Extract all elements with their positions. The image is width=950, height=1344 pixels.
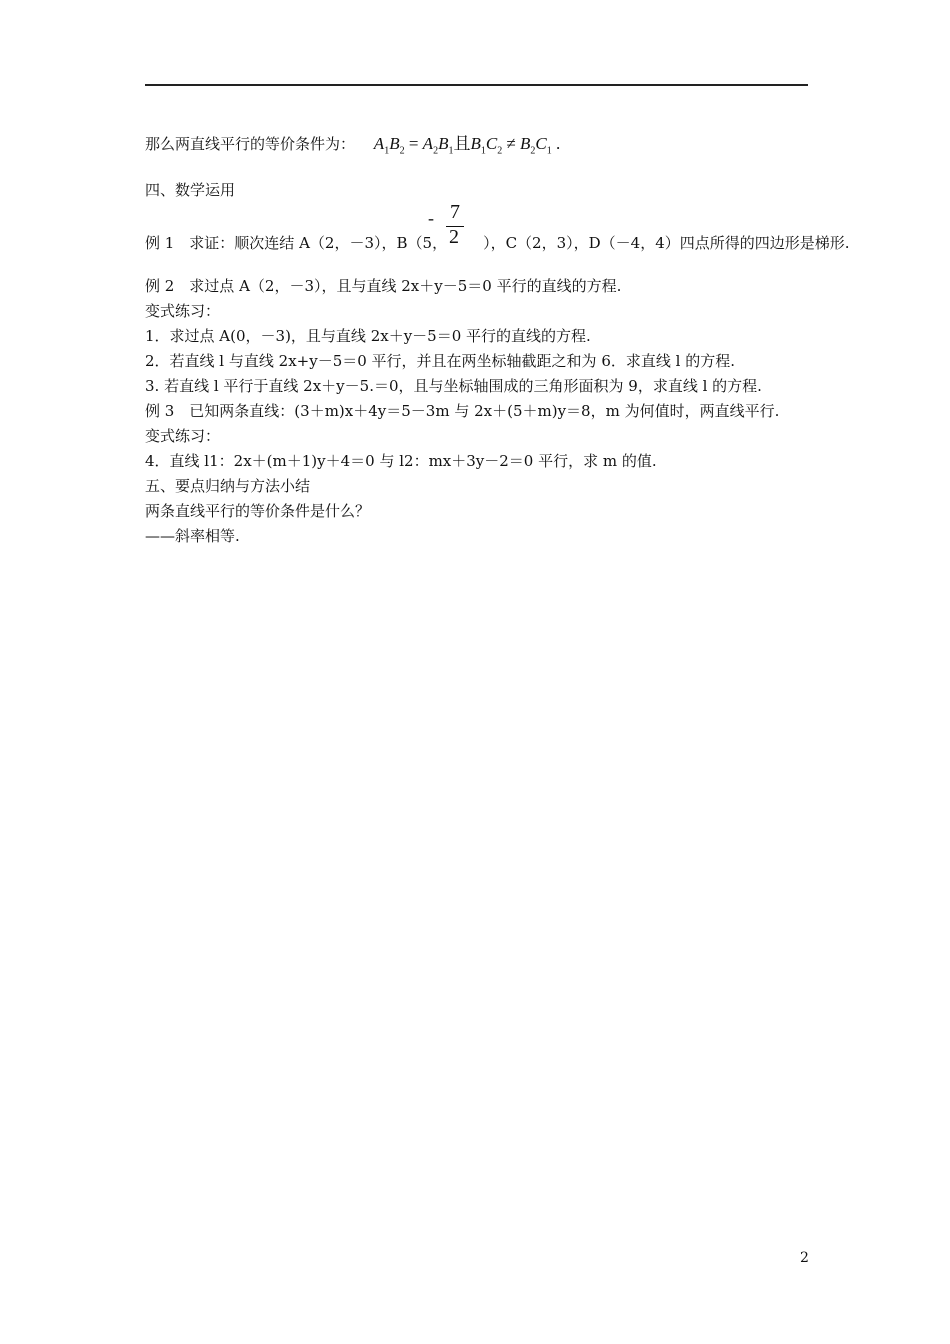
page-number: 2 <box>800 1250 809 1266</box>
summary-question: 两条直线平行的等价条件是什么？ <box>145 502 371 520</box>
example-3: 例 3 已知两条直线：(3＋m)x＋4y＝5－3m 与 2x＋(5＋m)y＝8，m 为何值时，两直线平行. <box>145 402 780 420</box>
practice-3: 3. 若直线 l 平行于直线 2x＋y－5.＝0，且与坐标轴围成的三角形面积为 9，求直线 l 的方程. <box>145 377 762 395</box>
example-1-text: 例 1 求证：顺次连结 A（2，－3），B（5， ），C（2，3），D（－4，4）四点所得的四边形是梯形. <box>145 234 850 252</box>
practice-2: 2．若直线 l 与直线 2x+y－5＝0 平行，并且在两坐标轴截距之和为 6．求直线 l 的方程. <box>145 352 735 370</box>
summary-answer: ——斜率相等. <box>145 527 240 545</box>
practice-4: 4．直线 l1：2x＋(m＋1)y＋4＝0 与 l2：mx＋3y－2＝0 平行，求 m 的值. <box>145 452 657 470</box>
variant-exercise-heading: 变式练习： <box>145 302 221 320</box>
fraction-minus-seven-halves: - 7 2 <box>440 201 470 251</box>
variant-exercise-heading-2: 变式练习： <box>145 427 221 445</box>
section-4-heading: 四、数学运用 <box>145 181 236 199</box>
header-rule <box>145 84 808 86</box>
condition-intro: 那么两直线平行的等价条件为： <box>145 135 356 153</box>
section-5-heading: 五、要点归纳与方法小结 <box>145 477 311 495</box>
practice-1: 1．求过点 A(0，－3)，且与直线 2x＋y－5＝0 平行的直线的方程. <box>145 327 591 345</box>
example-2: 例 2 求过点 A（2，－3），且与直线 2x＋y－5＝0 平行的直线的方程. <box>145 277 622 295</box>
parallel-condition-line <box>145 134 560 161</box>
parallel-condition-formula: $A_1B_2 = A_2B_1$且$B_1C_2 \ne B_2C_1$ . <box>373 134 561 157</box>
